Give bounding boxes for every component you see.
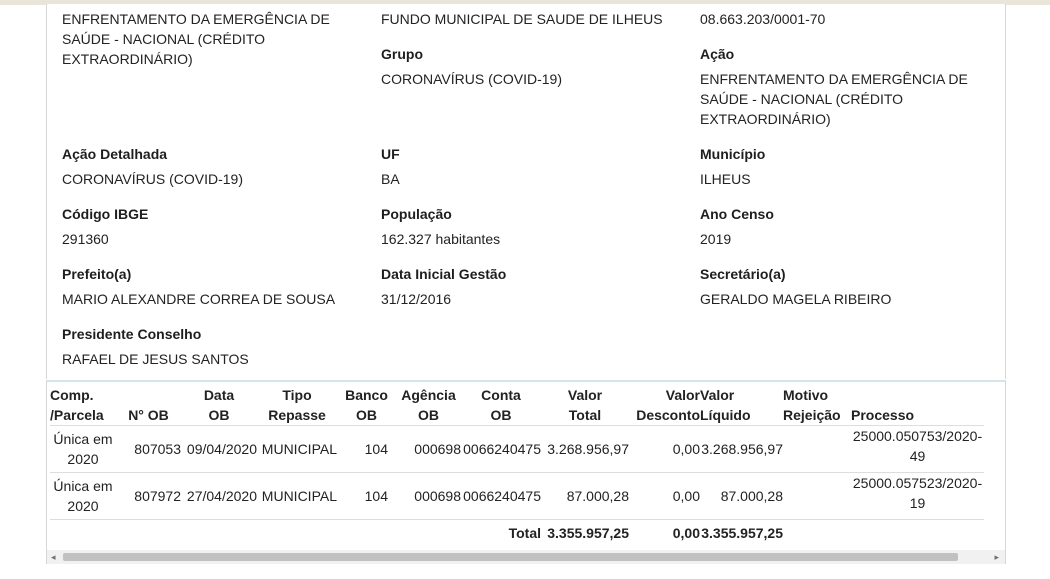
scroll-left-icon[interactable]: ◂ <box>51 552 56 562</box>
scroll-right-icon[interactable]: ▸ <box>994 552 999 562</box>
col-header-data: Data OB <box>203 387 235 423</box>
cell-motivo <box>783 426 851 473</box>
cell-data: 27/04/2020 <box>181 473 257 520</box>
ano-censo-field <box>700 204 990 249</box>
data-gestao-value: 31/12/2016 <box>381 291 452 307</box>
cell-valor-liquido: 3.268.956,97 <box>700 426 783 473</box>
cell-valor-desconto: 0,00 <box>629 426 700 473</box>
cell-valor-desconto: 0,00 <box>629 473 700 520</box>
cell-conta: 0066240475 <box>461 426 541 473</box>
total-valor-liquido: 3.355.957,25 <box>700 520 783 547</box>
uf-label: UF <box>381 146 400 162</box>
cell-comp: Única em 2020 <box>50 426 116 473</box>
acao-value: ENFRENTAMENTO DA EMERGÊNCIA DE SAÚDE - NACIONAL (CRÉDITO EXTRAORDINÁRIO) <box>700 71 968 127</box>
fundo-value: FUNDO MUNICIPAL DE SAUDE DE ILHEUS <box>381 11 663 27</box>
cell-ob: 807053 <box>116 426 181 473</box>
col-header-conta: Conta OB <box>481 387 521 423</box>
cell-banco: 104 <box>337 426 396 473</box>
cell-tipo: MUNICIPAL <box>257 426 337 473</box>
cell-valor-total: 87.000,28 <box>541 473 629 520</box>
cell-agencia: 000698 <box>396 426 461 473</box>
table-total-row <box>50 520 984 547</box>
cell-tipo: MUNICIPAL <box>257 473 337 520</box>
col-header-tipo: Tipo Repasse <box>268 387 326 423</box>
col-header-valor-desconto: Valor Desconto <box>636 387 700 423</box>
ano-censo-value: 2019 <box>700 231 732 247</box>
presidente-label: Presidente Conselho <box>62 326 202 342</box>
cell-ob: 807972 <box>116 473 181 520</box>
col-header-processo: Processo <box>851 407 915 423</box>
cell-motivo <box>783 473 851 520</box>
acao-field <box>700 44 990 129</box>
col-header-agencia: Agência OB <box>401 387 456 423</box>
acao-detalhada-field <box>62 144 362 189</box>
acao-label: Ação <box>700 46 735 62</box>
municipio-value: ILHEUS <box>700 171 751 187</box>
data-gestao-field <box>381 264 681 309</box>
ob-table <box>50 385 984 546</box>
grupo-value: CORONAVÍRUS (COVID-19) <box>381 71 562 87</box>
cell-processo: 25000.050753/2020- 49 <box>851 426 984 473</box>
col-header-valor-total: Valor Total <box>567 387 603 423</box>
cell-valor-liquido: 87.000,28 <box>700 473 783 520</box>
populacao-value: 162.327 habitantes <box>381 231 501 247</box>
cnpj-value: 08.663.203/0001-70 <box>700 11 826 27</box>
cell-processo: 25000.057523/2020- 19 <box>851 473 984 520</box>
total-label: Total <box>461 520 541 547</box>
prefeito-field <box>62 264 362 309</box>
presidente-value: RAFAEL DE JESUS SANTOS <box>62 351 249 367</box>
cell-comp: Única em 2020 <box>50 473 116 520</box>
grupo-label: Grupo <box>381 46 423 62</box>
col-header-ob: N° OB <box>128 407 169 423</box>
secretario-value: GERALDO MAGELA RIBEIRO <box>700 291 892 307</box>
col-header-valor-liquido: Valor Líquido <box>700 387 751 423</box>
presidente-field <box>62 324 362 369</box>
populacao-field <box>381 204 681 249</box>
uf-field <box>381 144 681 189</box>
ibge-label: Código IBGE <box>62 206 149 222</box>
scrollbar-thumb[interactable] <box>63 553 958 561</box>
total-valor-total: 3.355.957,25 <box>541 520 629 547</box>
populacao-label: População <box>381 206 452 222</box>
ano-censo-label: Ano Censo <box>700 206 774 222</box>
ibge-field <box>62 204 362 249</box>
acao-top-value: ENFRENTAMENTO DA EMERGÊNCIA DE SAÚDE - NACIONAL (CRÉDITO EXTRAORDINÁRIO) <box>62 11 330 67</box>
cell-agencia: 000698 <box>396 473 461 520</box>
cell-conta: 0066240475 <box>461 473 541 520</box>
secretario-field <box>700 264 990 309</box>
data-gestao-label: Data Inicial Gestão <box>381 266 507 282</box>
cell-valor-total: 3.268.956,97 <box>541 426 629 473</box>
grupo-field <box>381 44 681 89</box>
total-valor-desconto: 0,00 <box>629 520 700 547</box>
cell-data: 09/04/2020 <box>181 426 257 473</box>
prefeito-label: Prefeito(a) <box>62 266 132 282</box>
prefeito-value: MARIO ALEXANDRE CORREA DE SOUSA <box>62 291 336 307</box>
horizontal-scrollbar[interactable] <box>46 550 1006 564</box>
acao-detalhada-value: CORONAVÍRUS (COVID-19) <box>62 171 243 187</box>
ibge-value: 291360 <box>62 231 109 247</box>
municipio-label: Município <box>700 146 766 162</box>
municipio-field <box>700 144 990 189</box>
table-row <box>50 473 984 520</box>
acao-detalhada-label: Ação Detalhada <box>62 146 168 162</box>
table-header-row <box>50 385 984 426</box>
ob-table-container <box>46 380 1006 552</box>
uf-value: BA <box>381 171 400 187</box>
secretario-label: Secretário(a) <box>700 266 786 282</box>
col-header-comp: Comp. /Parcela <box>50 387 104 423</box>
col-header-banco: Banco OB <box>345 387 388 423</box>
table-row <box>50 426 984 473</box>
col-header-motivo: Motivo Rejeição <box>783 387 841 423</box>
cell-banco: 104 <box>337 473 396 520</box>
